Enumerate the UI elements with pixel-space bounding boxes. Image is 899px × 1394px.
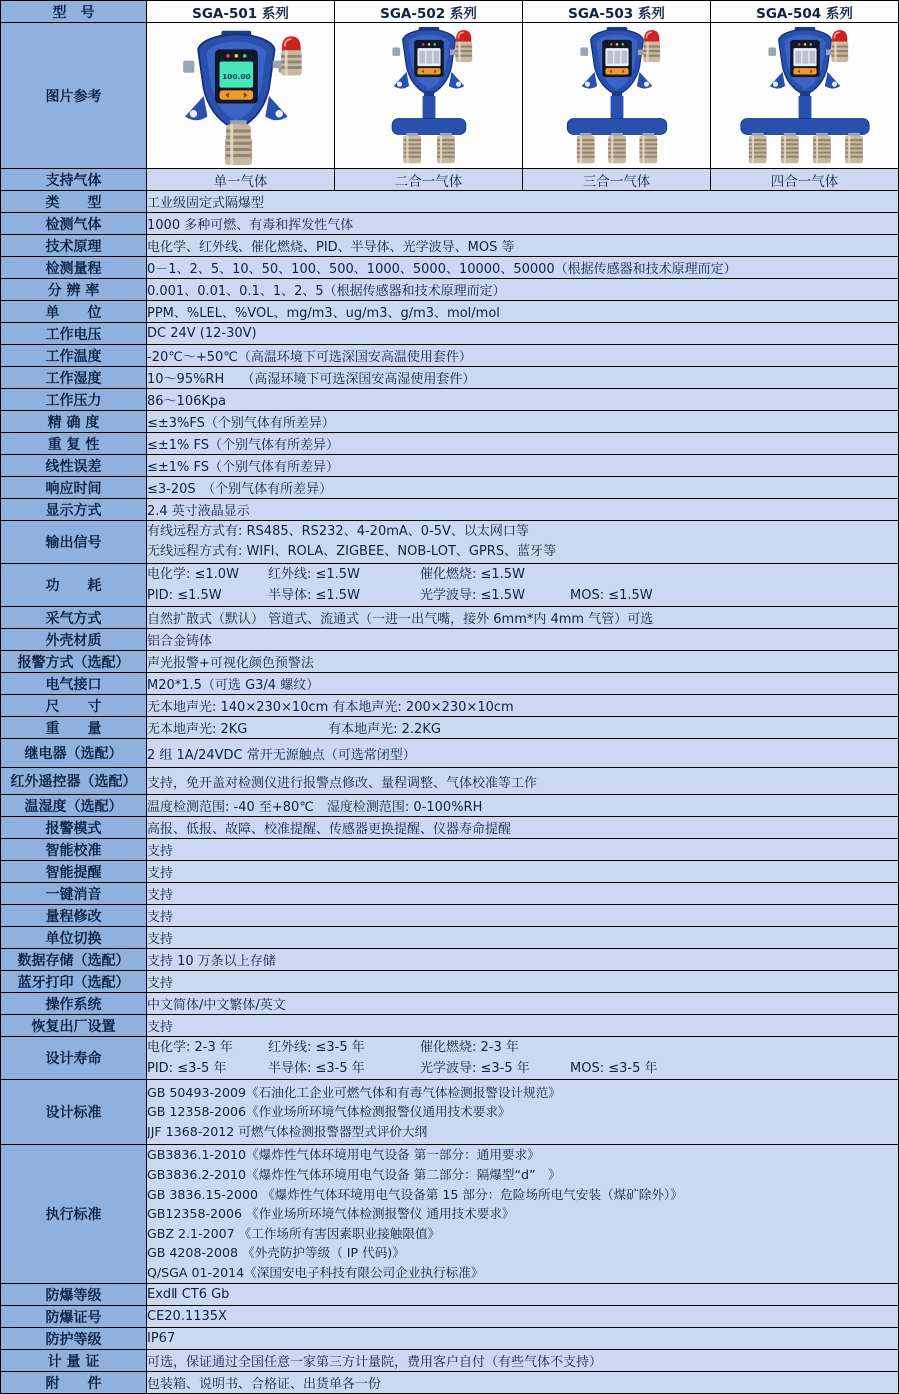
spec-label: 尺 寸 bbox=[1, 695, 147, 717]
spec-label: 设计标准 bbox=[1, 1080, 147, 1145]
model-name: SGA-502 系列 bbox=[335, 1, 523, 23]
device-illustration-sga-504 bbox=[717, 27, 893, 165]
spec-label: 类 型 bbox=[1, 191, 147, 213]
spec-label: 报警模式 bbox=[1, 817, 147, 839]
spec-row-voltage bbox=[1, 323, 899, 345]
spec-value bbox=[147, 695, 899, 717]
spec-label: 恢复出厂设置 bbox=[1, 1015, 147, 1037]
spec-value: 包装箱、说明书、合格证、出货单各一份 bbox=[147, 1372, 899, 1394]
spec-row-electrical-interface bbox=[1, 673, 899, 695]
spec-label: 红外遥控器（选配） bbox=[1, 768, 147, 795]
spec-value: 10～95%RH （高湿环境下可选深国安高湿使用套件） bbox=[147, 367, 899, 389]
spec-row-design-standards bbox=[1, 1080, 899, 1145]
device-illustration-sga-502 bbox=[341, 27, 517, 165]
spec-value-line bbox=[147, 585, 898, 606]
spec-row-explosion-proof-grade bbox=[1, 1284, 899, 1306]
spec-label: 量程修改 bbox=[1, 905, 147, 927]
spec-row-housing bbox=[1, 629, 899, 651]
spec-row-accessories bbox=[1, 1372, 899, 1394]
spec-row-design-life bbox=[1, 1037, 899, 1080]
spec-value: 2 组 1A/24VDC 常开无源触点（可选常闭型） bbox=[147, 739, 899, 768]
spec-label: 继电器（选配） bbox=[1, 739, 147, 768]
spec-label: 智能校准 bbox=[1, 839, 147, 861]
spec-seg: 有本地声光: 200×230×10cm bbox=[332, 700, 514, 715]
spec-value bbox=[147, 717, 899, 739]
spec-seg: 无本地声光: 2KG bbox=[147, 722, 248, 737]
spec-seg: 催化燃烧: ≤1.5W bbox=[420, 567, 525, 582]
spec-value: 支持，免开盖对检测仪进行报警点修改、量程调整、气体校准等工作 bbox=[147, 768, 899, 795]
spec-seg: 红外线: ≤1.5W bbox=[268, 567, 360, 582]
product-image-cell bbox=[335, 23, 523, 169]
standard-item: GB 3836.15-2000 《爆炸性气体环境用电气设备第 15 部分：危险场所电气安装（煤矿除外）》 bbox=[147, 1186, 683, 1202]
supported-gas-value: 二合一气体 bbox=[335, 169, 523, 191]
spec-row-resolution bbox=[1, 279, 899, 301]
spec-label: 显示方式 bbox=[1, 499, 147, 521]
spec-seg: MOS: ≤3-5 年 bbox=[570, 1061, 658, 1076]
model-row-label: 型 号 bbox=[1, 1, 147, 23]
spec-label: 工作温度 bbox=[1, 345, 147, 367]
supported-gas-value: 四合一气体 bbox=[711, 169, 899, 191]
spec-label: 采气方式 bbox=[1, 607, 147, 629]
spec-row-repeatability bbox=[1, 433, 899, 455]
spec-seg: PID: ≤1.5W bbox=[147, 588, 222, 603]
spec-label: 单 位 bbox=[1, 301, 147, 323]
spec-value-line bbox=[147, 1058, 898, 1079]
spec-label: 分 辨 率 bbox=[1, 279, 147, 301]
spec-row-explosion-proof-cert bbox=[1, 1306, 899, 1328]
spec-value: 可选，保证通过全国任意一家第三方计量院，费用客户自付（有些气体不支持） bbox=[147, 1350, 899, 1372]
spec-value-line: 无线远程方式有: WIFI、ROLA、ZIGBEE、NOB-LOT、GPRS、蓝牙等 bbox=[147, 544, 557, 559]
spec-row-dimensions bbox=[1, 695, 899, 717]
spec-row-range bbox=[1, 257, 899, 279]
spec-value: ≤3-20S （个别气体有所差异） bbox=[147, 477, 899, 499]
standard-item: GBZ 2.1-2007 《工作场所有害因素职业接触限值》 bbox=[147, 1225, 441, 1241]
spec-value bbox=[147, 564, 899, 607]
standard-item: GB 12358-2006《作业场所环境气体检测报警仪通用技术要求》 bbox=[147, 1104, 511, 1120]
spec-value: 86～106Kpa bbox=[147, 389, 899, 411]
spec-row-humidity bbox=[1, 367, 899, 389]
standard-item: GB3836.1-2010《爆炸性气体环境用电气设备 第一部分：通用要求》 bbox=[147, 1147, 540, 1163]
model-name: SGA-501 系列 bbox=[147, 1, 335, 23]
spec-seg: 半导体: ≤3-5 年 bbox=[268, 1061, 365, 1076]
spec-value: 支持 bbox=[147, 883, 899, 905]
spec-label: 线性误差 bbox=[1, 455, 147, 477]
spec-label: 操作系统 bbox=[1, 993, 147, 1015]
spec-label: 技术原理 bbox=[1, 235, 147, 257]
standard-item: GB 50493-2009《石油化工企业可燃气体和有毒气体检测报警设计规范》 bbox=[147, 1084, 561, 1100]
spec-row-alarm-modes bbox=[1, 817, 899, 839]
spec-label: 执行标准 bbox=[1, 1145, 147, 1284]
standard-item: Q/SGA 01-2014《深国安电子科技有限公司企业执行标准》 bbox=[147, 1264, 484, 1280]
spec-row-one-key-mute bbox=[1, 883, 899, 905]
spec-value: 1000 多种可燃、有毒和挥发性气体 bbox=[147, 213, 899, 235]
spec-row-detected-gas bbox=[1, 213, 899, 235]
spec-label: 单位切换 bbox=[1, 927, 147, 949]
image-row-label: 图片参考 bbox=[1, 23, 147, 169]
spec-seg: 光学波导: ≤3-5 年 bbox=[420, 1061, 530, 1076]
supported-gas-value: 单一气体 bbox=[147, 169, 335, 191]
spec-row-alarm-method bbox=[1, 651, 899, 673]
spec-value: 支持 bbox=[147, 1015, 899, 1037]
spec-row-display bbox=[1, 499, 899, 521]
spec-row-linearity bbox=[1, 455, 899, 477]
spec-label: 附 件 bbox=[1, 1372, 147, 1394]
supported-gas-value: 三合一气体 bbox=[523, 169, 711, 191]
spec-value bbox=[147, 1145, 899, 1284]
spec-value: -20℃～+50℃（高温环境下可选深国安高温使用套件） bbox=[147, 345, 899, 367]
spec-value: 0－1、2、5、10、50、100、500、1000、5000、10000、50000（根据传感器和技术原理而定） bbox=[147, 257, 899, 279]
spec-label: 重 复 性 bbox=[1, 433, 147, 455]
spec-row-temp-humidity-option bbox=[1, 795, 899, 817]
spec-value: 中文简体/中文繁体/英文 bbox=[147, 993, 899, 1015]
spec-value: CE20.1135X bbox=[147, 1306, 899, 1328]
spec-label: 报警方式（选配） bbox=[1, 651, 147, 673]
spec-label: 检测量程 bbox=[1, 257, 147, 279]
spec-seg: MOS: ≤1.5W bbox=[570, 588, 653, 603]
spec-value: 支持 bbox=[147, 927, 899, 949]
spec-label: 设计寿命 bbox=[1, 1037, 147, 1080]
spec-row-smart-calibration bbox=[1, 839, 899, 861]
spec-value-line bbox=[147, 564, 898, 585]
spec-row-data-storage bbox=[1, 949, 899, 971]
spec-seg: 半导体: ≤1.5W bbox=[268, 588, 360, 603]
standard-item: GB12358-2006 《作业场所环境气体检测报警仪 通用技术要求》 bbox=[147, 1206, 515, 1222]
device-illustration-sga-501 bbox=[153, 27, 329, 165]
spec-label: 检测气体 bbox=[1, 213, 147, 235]
spec-label: 一键消音 bbox=[1, 883, 147, 905]
spec-row-weight bbox=[1, 717, 899, 739]
supported-gas-row bbox=[1, 169, 899, 191]
spec-row-relay bbox=[1, 739, 899, 768]
spec-seg: 催化燃烧: 2-3 年 bbox=[420, 1040, 519, 1055]
spec-value: 温度检测范围: -40 至+80℃ 湿度检测范围: 0-100%RH bbox=[147, 795, 899, 817]
spec-row-pressure bbox=[1, 389, 899, 411]
spec-label: 电气接口 bbox=[1, 673, 147, 695]
spec-row-type bbox=[1, 191, 899, 213]
supported-gas-label: 支持气体 bbox=[1, 169, 147, 191]
spec-row-sampling bbox=[1, 607, 899, 629]
spec-row-bt-print bbox=[1, 971, 899, 993]
spec-value: ≤±1% FS（个别气体有所差异） bbox=[147, 455, 899, 477]
spec-value-line: 有线远程方式有: RS485、RS232、4-20mA、0-5V、以太网口等 bbox=[147, 523, 529, 539]
spec-row-unit-switch bbox=[1, 927, 899, 949]
spec-row-smart-reminder bbox=[1, 861, 899, 883]
model-row bbox=[1, 1, 899, 23]
spec-label: 防爆证号 bbox=[1, 1306, 147, 1328]
product-image-cell bbox=[523, 23, 711, 169]
device-illustration-sga-503 bbox=[529, 27, 705, 165]
spec-seg: 有本地声光: 2.2KG bbox=[328, 722, 441, 737]
spec-row-os bbox=[1, 993, 899, 1015]
spec-value: 高报、低报、故障、校准提醒、传感器更换提醒、仪器寿命提醒 bbox=[147, 817, 899, 839]
product-image-cell bbox=[711, 23, 899, 169]
spec-label: 数据存储（选配） bbox=[1, 949, 147, 971]
spec-value: 支持 bbox=[147, 861, 899, 883]
spec-value: 2.4 英寸液晶显示 bbox=[147, 499, 899, 521]
spec-row-execution-standards bbox=[1, 1145, 899, 1284]
spec-value bbox=[147, 521, 899, 564]
spec-row-technology bbox=[1, 235, 899, 257]
spec-value: ≤±3%FS（个别气体有所差异） bbox=[147, 411, 899, 433]
standard-item: GB 4208-2008 《外壳防护等级（ IP 代码)》 bbox=[147, 1245, 405, 1261]
spec-row-response-time bbox=[1, 477, 899, 499]
spec-value: M20*1.5（可选 G3/4 螺纹） bbox=[147, 673, 899, 695]
spec-row-accuracy bbox=[1, 411, 899, 433]
spec-label: 温湿度（选配） bbox=[1, 795, 147, 817]
spec-label: 精 确 度 bbox=[1, 411, 147, 433]
spec-seg: 红外线: ≤3-5 年 bbox=[268, 1040, 365, 1055]
spec-value: 电化学、红外线、催化燃烧、PID、半导体、光学波导、MOS 等 bbox=[147, 235, 899, 257]
spec-label: 工作湿度 bbox=[1, 367, 147, 389]
spec-label: 响应时间 bbox=[1, 477, 147, 499]
spec-row-factory-reset bbox=[1, 1015, 899, 1037]
spec-value: ExdⅡ CT6 Gb bbox=[147, 1284, 899, 1306]
spec-label: 计 量 证 bbox=[1, 1350, 147, 1372]
spec-value: 工业级固定式隔爆型 bbox=[147, 191, 899, 213]
spec-value: 0.001、0.01、0.1、1、2、5（根据传感器和技术原理而定） bbox=[147, 279, 899, 301]
spec-value: 支持 bbox=[147, 905, 899, 927]
spec-value: 支持 10 万条以上存储 bbox=[147, 949, 899, 971]
spec-value: DC 24V (12-30V) bbox=[147, 323, 899, 345]
standard-item: GB3836.2-2010《爆炸性气体环境用电气设备 第二部分：隔爆型“d” 》 bbox=[147, 1167, 561, 1183]
spec-row-metrology-cert bbox=[1, 1350, 899, 1372]
spec-row-ip-rating bbox=[1, 1328, 899, 1350]
standard-item: JJF 1368-2012 可燃气体检测报警器型式评价大纲 bbox=[147, 1123, 428, 1139]
spec-label: 防护等级 bbox=[1, 1328, 147, 1350]
spec-value: 支持 bbox=[147, 839, 899, 861]
product-image-cell bbox=[147, 23, 335, 169]
spec-value: PPM、%LEL、%VOL、mg/m3、ug/m3、g/m3、mol/mol bbox=[147, 301, 899, 323]
spec-label: 外壳材质 bbox=[1, 629, 147, 651]
spec-value: IP67 bbox=[147, 1328, 899, 1350]
spec-value bbox=[147, 1037, 899, 1080]
spec-value: 自然扩散式（默认） 管道式、流通式（一进一出气嘴，接外 6mm*内 4mm 气管）可选 bbox=[147, 607, 899, 629]
spec-label: 防爆等级 bbox=[1, 1284, 147, 1306]
spec-value: 铝合金铸体 bbox=[147, 629, 899, 651]
spec-seg: 无本地声光: 140×230×10cm bbox=[147, 700, 329, 715]
device-screen-reading: 100.00 bbox=[221, 71, 251, 81]
spec-row-power bbox=[1, 564, 899, 607]
model-name: SGA-503 系列 bbox=[523, 1, 711, 23]
spec-row-range-modify bbox=[1, 905, 899, 927]
spec-label: 输出信号 bbox=[1, 521, 147, 564]
spec-seg: PID: ≤3-5 年 bbox=[147, 1061, 227, 1076]
spec-value: 支持 bbox=[147, 971, 899, 993]
spec-seg: 光学波导: ≤1.5W bbox=[420, 588, 525, 603]
spec-row-temperature bbox=[1, 345, 899, 367]
spec-label: 重 量 bbox=[1, 717, 147, 739]
spec-value: 声光报警+可视化颜色预警法 bbox=[147, 651, 899, 673]
spec-label: 工作压力 bbox=[1, 389, 147, 411]
model-name: SGA-504 系列 bbox=[711, 1, 899, 23]
image-row bbox=[1, 23, 899, 169]
spec-label: 功 耗 bbox=[1, 564, 147, 607]
spec-row-units bbox=[1, 301, 899, 323]
spec-label: 智能提醒 bbox=[1, 861, 147, 883]
spec-row-ir-remote bbox=[1, 768, 899, 795]
spec-seg: 电化学: ≤1.0W bbox=[147, 567, 239, 582]
spec-label: 蓝牙打印（选配） bbox=[1, 971, 147, 993]
spec-value: ≤±1% FS（个别气体有所差异） bbox=[147, 433, 899, 455]
spec-value bbox=[147, 1080, 899, 1145]
spec-row-output-signal bbox=[1, 521, 899, 564]
spec-label: 工作电压 bbox=[1, 323, 147, 345]
spec-value-line bbox=[147, 1037, 898, 1058]
spec-seg: 电化学: 2-3 年 bbox=[147, 1040, 233, 1055]
